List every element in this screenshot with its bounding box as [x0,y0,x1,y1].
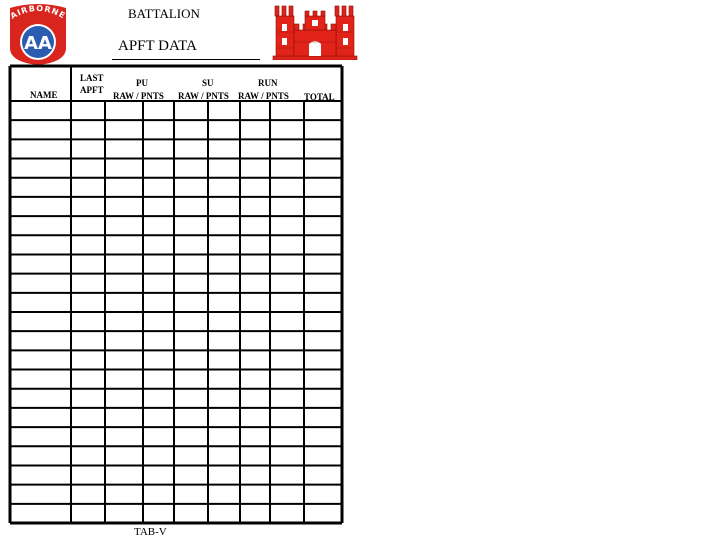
column-header-name: NAME [30,90,58,100]
column-header-su: SU [202,78,214,88]
battalion-label: BATTALION [128,6,200,21]
page-title: APFT DATA [118,38,197,54]
column-header-apft: APFT [80,85,104,95]
column-header-run: RUN [258,78,278,88]
column-subheader-pu: RAW / PNTS [113,91,164,101]
tab-label: TAB-V [134,526,167,538]
column-header-pu: PU [136,78,148,88]
patch-monogram: AA [24,33,52,54]
airborne-arc-text: AIRBORNE [8,3,68,21]
column-subheader-run: RAW / PNTS [238,91,289,101]
column-subheader-su: RAW / PNTS [178,91,229,101]
column-header-total: TOTAL [304,92,335,102]
column-header-last: LAST [80,73,104,83]
